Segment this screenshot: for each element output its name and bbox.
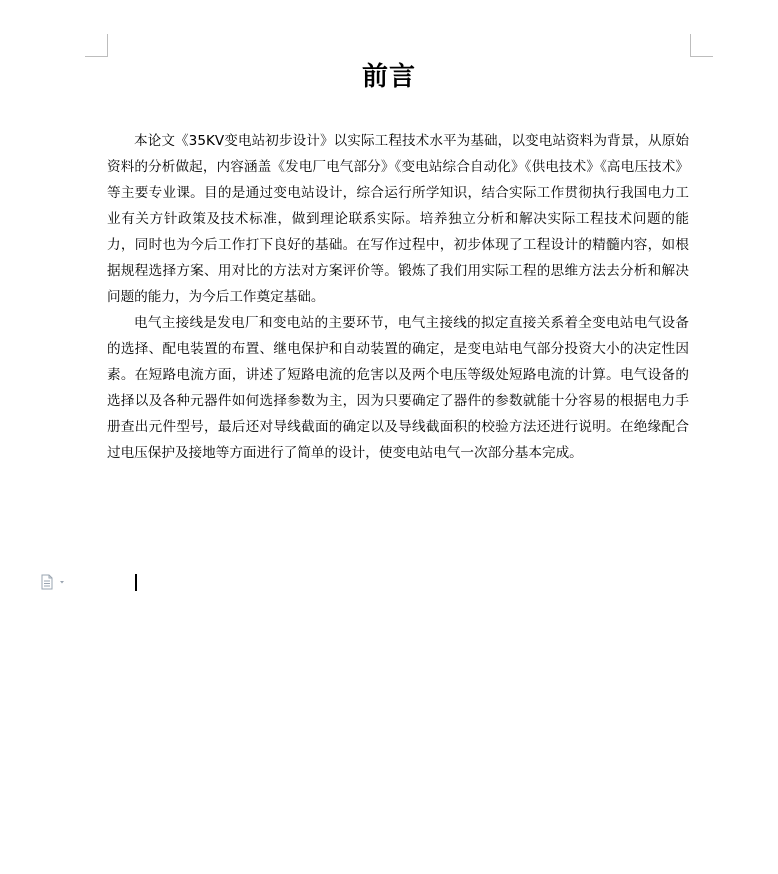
page-title: 前言 (361, 62, 416, 92)
text-cursor (135, 574, 137, 591)
top-right-crop-mark (690, 34, 713, 57)
paragraph-2: 电气主接线是发电厂和变电站的主要环节，电气主接线的拟定直接关系着全变电站电气设备的选择、配电装置的布置、继电保护和自动装置的确定，是变电站电气部分投资大小的决定性因素。在短路电流方面，讲述了短路电流的危害以及两个电压等级处短路电流的计算。电气设备的选择以及各种元器件如何选择参数为主，因为只要确定了器件的参数就能十分容易的根据电力手册查出元件型号，最后还对导线截面的确定以及导线截面积的校验方法还进行说明。在绝缘配合过电压保护及接地等方面进行了简单的设计，使变电站电气一次部分基本完成。 (107, 315, 689, 461)
paragraph-1: 本论文《35KV变电站初步设计》以实际工程技术水平为基础，以变电站资料为背景，从原始资料的分析做起，内容涵盖《发电厂电气部分》《变电站综合自动化》《供电技术》《高电压技术》等主要专业课。目的是通过变电站设计，综合运行所学知识，结合实际工作贯彻执行我国电力工业有关方针政策及技术标准，做到理论联系实际。培养独立分析和解决实际工程技术问题的能力，同时也为今后工作打下良好的基础。在写作过程中，初步体现了工程设计的精髓内容，如根据规程选择方案、用对比的方法对方案评价等。锻炼了我们用实际工程的思维方法去分析和解决问题的能力，为今后工作奠定基础。 (107, 133, 689, 305)
document-body[interactable] (107, 128, 689, 466)
top-left-crop-mark (85, 34, 108, 57)
paragraph-menu-button[interactable] (40, 574, 66, 590)
chevron-down-icon (60, 581, 64, 584)
document-icon (40, 574, 66, 590)
